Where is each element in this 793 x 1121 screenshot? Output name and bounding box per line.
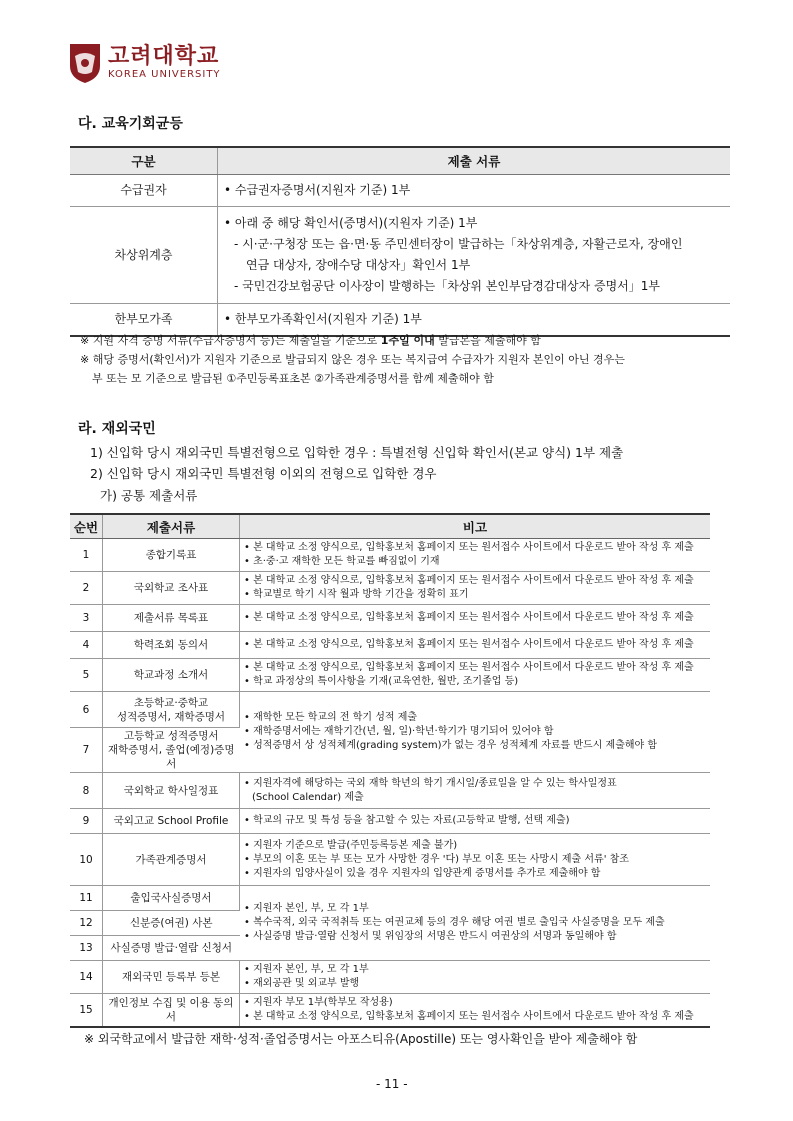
document-name: 국외학교 학사일정표 bbox=[103, 773, 240, 809]
logo-english-text: KOREA UNIVERSITY bbox=[108, 69, 221, 80]
row-number: 3 bbox=[70, 605, 103, 632]
notes-block bbox=[80, 331, 625, 388]
document-name: 가족관계증명서 bbox=[103, 834, 240, 886]
document-name: 고등학교 성적증명서 재학증명서, 졸업(예정)증명서 bbox=[103, 728, 240, 773]
logo-korean-text: 고려대학교 bbox=[108, 44, 220, 69]
row-number: 13 bbox=[70, 936, 103, 961]
table-row bbox=[70, 961, 710, 994]
row-number: 2 bbox=[70, 572, 103, 605]
category-cell: 한부모가족 bbox=[70, 304, 218, 336]
documents-cell bbox=[218, 175, 731, 207]
document-line: • 아래 중 해당 확인서(증명서)(지원자 기준) 1부 bbox=[224, 216, 478, 230]
equal-opportunity-table bbox=[70, 146, 730, 337]
korea-university-seal-icon bbox=[68, 42, 102, 84]
document-line: - 국민건강보험공단 이사장이 발행하는「차상위 본인부담경감대상자 증명서」1부 bbox=[234, 279, 660, 293]
document-name: 학력조회 동의서 bbox=[103, 632, 240, 659]
item-1: 1) 신입학 당시 재외국민 특별전형으로 입학한 경우 : 특별전형 신입학 확인서(본교 양식) 1부 제출 bbox=[90, 445, 624, 460]
table-row bbox=[70, 605, 710, 632]
table-row bbox=[70, 886, 710, 911]
table-row bbox=[70, 632, 710, 659]
university-logo bbox=[68, 42, 221, 84]
overseas-documents-table bbox=[70, 513, 710, 1028]
row-number: 7 bbox=[70, 728, 103, 773]
table-row bbox=[70, 809, 710, 834]
row-number: 6 bbox=[70, 692, 103, 728]
category-cell: 수급권자 bbox=[70, 175, 218, 207]
document-line: • 수급권자증명서(지원자 기준) 1부 bbox=[224, 183, 411, 197]
table-row bbox=[70, 994, 710, 1027]
remarks-cell: • 본 대학교 소정 양식으로, 입학홍보처 홈페이지 또는 원서접수 사이트에서 다운로드 받아 작성 후 제출 bbox=[240, 632, 711, 659]
column-header-number: 순번 bbox=[70, 514, 103, 539]
row-number: 8 bbox=[70, 773, 103, 809]
table-row bbox=[70, 539, 710, 572]
document-name: 국외학교 조사표 bbox=[103, 572, 240, 605]
remarks-cell: • 지원자격에 해당하는 국외 재학 학년의 학기 개시일/종료일을 알 수 있는 학사일정표 (School Calendar) 제출 bbox=[240, 773, 711, 809]
row-number: 14 bbox=[70, 961, 103, 994]
document-name: 제출서류 목록표 bbox=[103, 605, 240, 632]
remarks-cell-merged: • 재학한 모든 학교의 전 학기 성적 제출 • 재학증명서에는 재학기간(년, 월, 일)·학년·학기가 명기되어 있어야 함 • 성적증명서 상 성적체계(grading system)가 없는 경우 성적체계 자료를 반드시 제출해야 함 bbox=[240, 692, 711, 773]
column-header-document: 제출서류 bbox=[103, 514, 240, 539]
table-row bbox=[70, 773, 710, 809]
document-name: 재외국민 등록부 등본 bbox=[103, 961, 240, 994]
row-number: 10 bbox=[70, 834, 103, 886]
note-line: ※ 지원 자격 증명 서류(수급자증명서 등)는 제출일을 기준으로 1주일 이내 발급본을 제출해야 함 bbox=[80, 334, 541, 347]
document-name: 출입국사실증명서 bbox=[103, 886, 240, 911]
document-name: 종합기록표 bbox=[103, 539, 240, 572]
section-title-da: 다. 교육기회균등 bbox=[78, 116, 183, 132]
document-name: 학교과정 소개서 bbox=[103, 659, 240, 692]
category-cell: 차상위계층 bbox=[70, 207, 218, 304]
remarks-cell: • 본 대학교 소정 양식으로, 입학홍보처 홈페이지 또는 원서접수 사이트에서 다운로드 받아 작성 후 제출 • 학교별로 학기 시작 월과 방학 기간을 정확히 표기 bbox=[240, 572, 711, 605]
document-line: - 시·군·구청장 또는 읍·면·동 주민센터장이 발급하는「차상위계층, 자활근로자, 장애인 bbox=[234, 237, 683, 251]
remarks-cell-merged: • 지원자 본인, 부, 모 각 1부 • 복수국적, 외국 국적취득 또는 여권교체 등의 경우 해당 여권 별로 출입국 사실증명을 모두 제출 • 사실증명 발급·열람 신청서 및 위임장의 서명은 반드시 여권상의 서명과 동일해야 함 bbox=[240, 886, 711, 961]
remarks-cell: • 본 대학교 소정 양식으로, 입학홍보처 홈페이지 또는 원서접수 사이트에서 다운로드 받아 작성 후 제출 bbox=[240, 605, 711, 632]
table-row bbox=[70, 207, 730, 304]
column-header-documents: 제출 서류 bbox=[218, 147, 731, 175]
row-number: 4 bbox=[70, 632, 103, 659]
remarks-cell: • 본 대학교 소정 양식으로, 입학홍보처 홈페이지 또는 원서접수 사이트에서 다운로드 받아 작성 후 제출 • 학교 과정상의 특이사항을 기재(교육연한, 월반, 조기졸업 등) bbox=[240, 659, 711, 692]
note-line: 부 또는 모 기준으로 발급된 ①주민등록표초본 ②가족관계증명서를 함께 제출해야 함 bbox=[92, 372, 494, 385]
remarks-cell: • 지원자 부모 1부(학부모 작성용) • 본 대학교 소정 양식으로, 입학홍보처 홈페이지 또는 원서접수 사이트에서 다운로드 받아 작성 후 제출 bbox=[240, 994, 711, 1027]
table-row bbox=[70, 572, 710, 605]
row-number: 12 bbox=[70, 911, 103, 936]
row-number: 5 bbox=[70, 659, 103, 692]
document-line: 연금 대상자, 장애수당 대상자」확인서 1부 bbox=[246, 258, 471, 272]
document-name: 개인정보 수집 및 이용 동의서 bbox=[103, 994, 240, 1027]
item-2: 2) 신입학 당시 재외국민 특별전형 이외의 전형으로 입학한 경우 bbox=[90, 466, 437, 481]
row-number: 15 bbox=[70, 994, 103, 1027]
document-name: 신분증(여권) 사본 bbox=[103, 911, 240, 936]
footnote: ※ 외국학교에서 발급한 재학·성적·졸업증명서는 아포스티유(Apostille) 또는 영사확인을 받아 제출해야 함 bbox=[84, 1032, 638, 1046]
documents-cell bbox=[218, 207, 731, 304]
column-header-remarks: 비고 bbox=[240, 514, 711, 539]
table-row bbox=[70, 659, 710, 692]
document-name: 초등학교·중학교 성적증명서, 재학증명서 bbox=[103, 692, 240, 728]
remarks-cell: • 학교의 규모 및 특성 등을 참고할 수 있는 자료(고등학교 발행, 선택 제출) bbox=[240, 809, 711, 834]
remarks-cell: • 본 대학교 소정 양식으로, 입학홍보처 홈페이지 또는 원서접수 사이트에서 다운로드 받아 작성 후 제출 • 초·중·고 재학한 모든 학교를 빠짐없이 기재 bbox=[240, 539, 711, 572]
row-number: 9 bbox=[70, 809, 103, 834]
row-number: 11 bbox=[70, 886, 103, 911]
document-line: • 한부모가족확인서(지원자 기준) 1부 bbox=[224, 311, 422, 326]
note-line: ※ 해당 증명서(확인서)가 지원자 기준으로 발급되지 않은 경우 또는 복지급여 수급자가 지원자 본인이 아닌 경우는 bbox=[80, 353, 625, 366]
table-row bbox=[70, 834, 710, 886]
table-row bbox=[70, 692, 710, 728]
row-number: 1 bbox=[70, 539, 103, 572]
column-header-category: 구분 bbox=[70, 147, 218, 175]
remarks-cell: • 지원자 본인, 부, 모 각 1부 • 재외공관 및 외교부 발행 bbox=[240, 961, 711, 994]
table-row bbox=[70, 175, 730, 207]
item-2a: 가) 공통 제출서류 bbox=[100, 488, 198, 503]
document-name: 국외고교 School Profile bbox=[103, 809, 240, 834]
remarks-cell: • 지원자 기준으로 발급(주민등록등본 제출 불가) • 부모의 이혼 또는 부 또는 모가 사망한 경우 '다) 부모 이혼 또는 사망시 제출 서류' 참조 • 지원자의 입양사실이 있을 경우 지원자의 입양관계 증명서를 추가로 제출해야 함 bbox=[240, 834, 711, 886]
document-name: 사실증명 발급·열람 신청서 bbox=[103, 936, 240, 961]
page-number: - 11 - bbox=[376, 1077, 408, 1091]
section-title-ra: 라. 재외국민 bbox=[78, 421, 156, 437]
